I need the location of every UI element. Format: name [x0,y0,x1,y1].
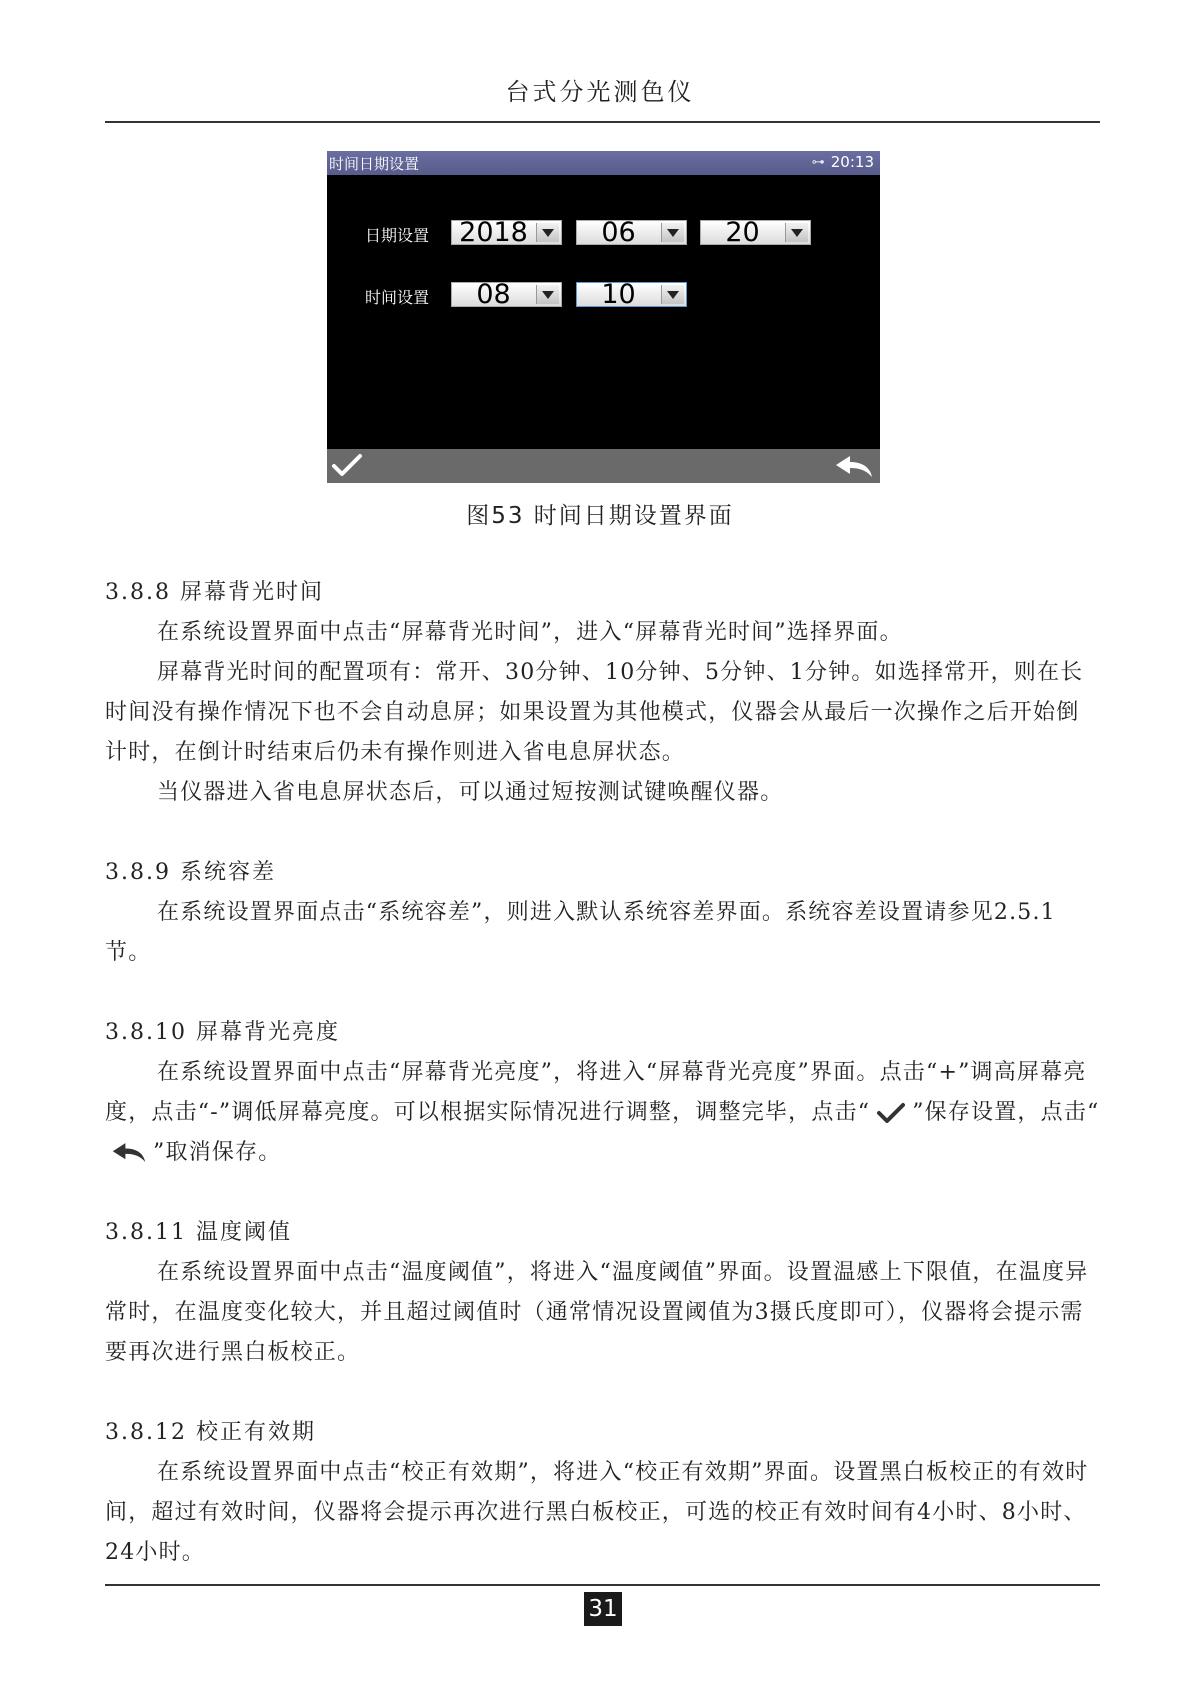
header-rule [105,121,1100,123]
page-header: 台式分光测色仪 [505,78,695,106]
paragraph: 在系统设置界面中点击“校正有效期”，将进入“校正有效期”界面。设置黑白板校正的有效时间，超过有效时间，仪器将会提示再次进行黑白板校正，可选的校正有效时间有4小时、8小时、24小时。 [105,1460,1089,1565]
page-number: 31 [584,1592,622,1626]
time-label: 时间设置 [365,288,430,307]
chevron-down-icon[interactable] [661,223,684,242]
section-heading: 3.8.11 温度阈值 [105,1220,292,1245]
check-icon[interactable] [331,453,363,479]
device-screen [327,151,880,483]
paragraph: 在系统设置界面中点击“温度阈值”，将进入“温度阈值”界面。设置温感上下限值，在温度异常时，在温度变化较大，并且超过阈值时（通常情况设置阈值为3摄氏度即可），仪器将会提示需要再次进行黑白板校正。 [105,1260,1089,1365]
paragraph-text: 在系统设置界面中点击“屏幕背光亮度”，将进入“屏幕背光亮度”界面。点击“+”调高屏幕亮度，点击“-”调低屏幕亮度。可以根据实际情况进行调整，调整完毕，点击“ [105,1060,1087,1125]
paragraph: 当仪器进入省电息屏状态后，可以通过短按测试键唤醒仪器。 [157,780,784,805]
year-select[interactable] [451,217,562,248]
status-area [812,153,874,171]
chevron-down-icon[interactable] [785,223,808,242]
section-body [105,1453,1100,1573]
section-body [105,893,1100,973]
month-select[interactable] [576,217,687,248]
section-heading: 3.8.8 屏幕背光时间 [105,580,324,605]
minute-select[interactable] [576,279,687,310]
figure-caption: 图53 时间日期设置界面 [466,503,734,529]
section-body [105,613,1100,813]
paragraph-text: ”取消保存。 [153,1140,282,1165]
back-arrow-icon[interactable] [834,455,874,479]
chevron-down-icon[interactable] [536,223,559,242]
hour-value: 08 [476,279,511,310]
hour-select[interactable] [451,279,562,310]
month-value: 06 [601,217,636,248]
paragraph: 在系统设置界面点击“系统容差”，则进入默认系统容差界面。系统容差设置请参见2.5.1节。 [105,900,1056,965]
section-heading: 3.8.9 系统容差 [105,860,276,885]
date-label: 日期设置 [365,226,430,245]
day-value: 20 [725,217,760,248]
usb-icon: ⊶ [811,154,825,170]
section-heading: 3.8.12 校正有效期 [105,1420,316,1445]
year-value: 2018 [459,217,528,248]
clock: 20:13 [830,153,874,171]
screen-title: 时间日期设置 [329,155,420,173]
footer-rule [105,1584,1100,1586]
paragraph: 屏幕背光时间的配置项有：常开、30分钟、10分钟、5分钟、1分钟。如选择常开，则在长时间没有操作情况下也不会自动息屏；如果设置为其他模式，仪器会从最后一次操作之后开始倒计时，在倒计时结束后仍未有操作则进入省电息屏状态。 [105,660,1084,765]
paragraph: 在系统设置界面中点击“屏幕背光时间”，进入“屏幕背光时间”选择界面。 [157,620,903,645]
day-select[interactable] [700,217,811,248]
section-heading: 3.8.10 屏幕背光亮度 [105,1020,340,1045]
minute-value: 10 [601,279,636,310]
back-arrow-icon [111,1142,147,1164]
section-body [105,1253,1100,1373]
section-body [105,1053,1100,1173]
chevron-down-icon[interactable] [661,285,684,304]
paragraph [105,1053,1100,1173]
screen-footer [327,449,880,483]
screen-titlebar [327,151,880,175]
paragraph-text: ”保存设置，点击“ [912,1100,1100,1125]
check-icon [876,1102,906,1124]
chevron-down-icon[interactable] [536,285,559,304]
